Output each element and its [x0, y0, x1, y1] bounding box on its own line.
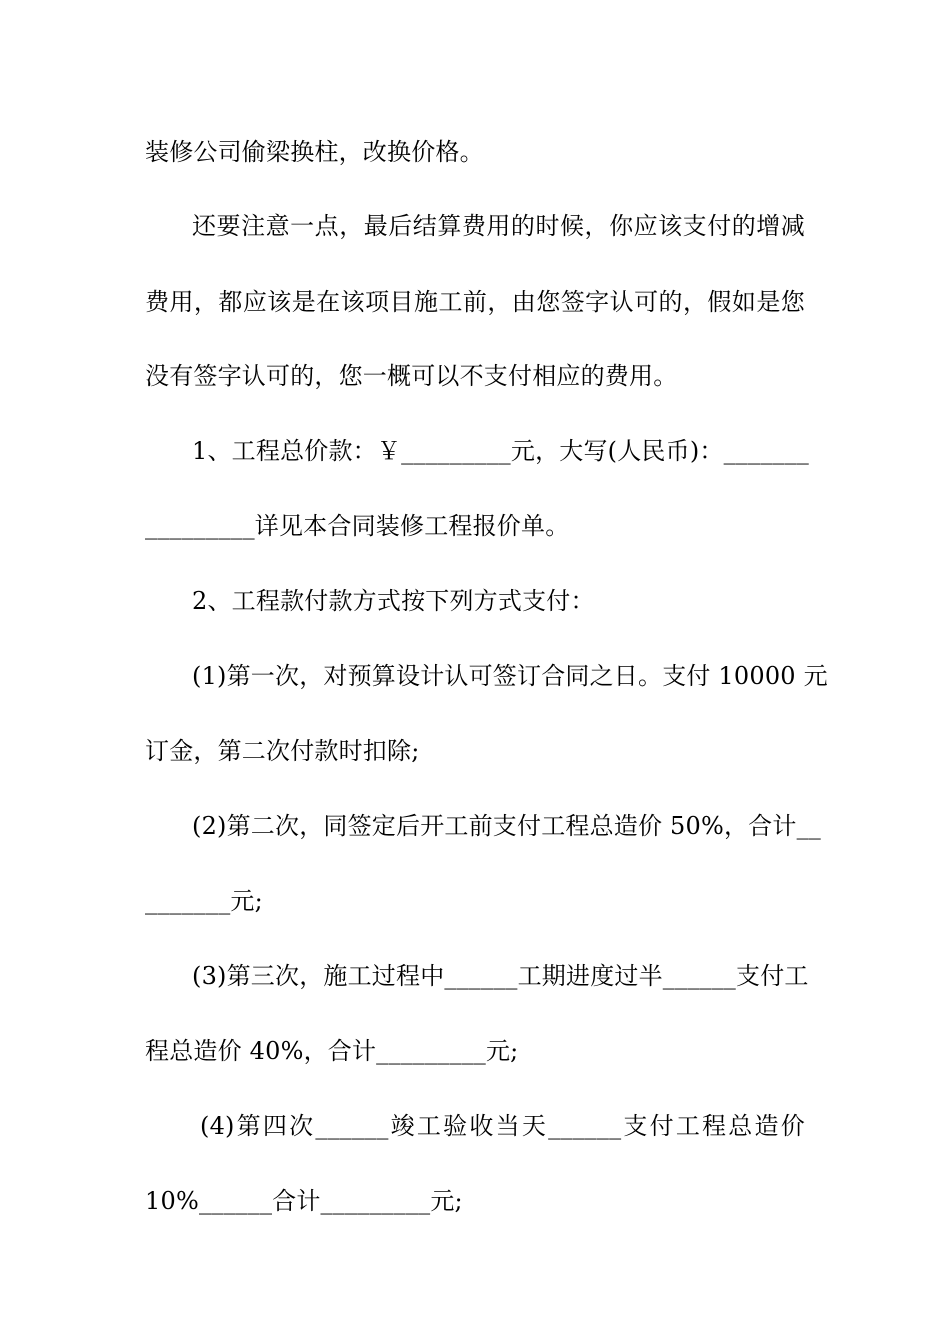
payment-item-3: (3)第三次，施工过程中______工期进度过半______支付工 — [192, 962, 809, 990]
payment-item-1: (1)第一次，对预算设计认可签订合同之日。支付 10000 元 — [192, 662, 828, 690]
payment-item-4: (4)第四次______竣工验收当天______支付工程总造价 — [200, 1112, 805, 1140]
payment-item-2: (2)第二次，同签定后开工前支付工程总造价 50%，合计__ — [192, 812, 821, 840]
paragraph-line: 还要注意一点，最后结算费用的时候，你应该支付的增减 — [192, 212, 805, 240]
clause-1-line: 1、工程总价款：￥_________元，大写(人民币)：_______ — [192, 437, 809, 465]
payment-item-3-continuation: 程总造价 40%，合计_________元; — [145, 1037, 519, 1065]
payment-item-4-continuation: 10%______合计_________元; — [145, 1187, 463, 1215]
payment-item-1-continuation: 订金，第二次付款时扣除; — [145, 737, 420, 765]
payment-item-2-continuation: _______元; — [145, 887, 263, 915]
paragraph-line: 装修公司偷梁换柱，改换价格。 — [145, 138, 484, 166]
paragraph-line: 没有签字认可的，您一概可以不支付相应的费用。 — [145, 362, 678, 390]
clause-1-continuation: _________详见本合同装修工程报价单。 — [145, 512, 570, 540]
clause-2-heading: 2、工程款付款方式按下列方式支付： — [192, 587, 595, 615]
paragraph-line: 费用，都应该是在该项目施工前，由您签字认可的，假如是您 — [145, 288, 805, 316]
